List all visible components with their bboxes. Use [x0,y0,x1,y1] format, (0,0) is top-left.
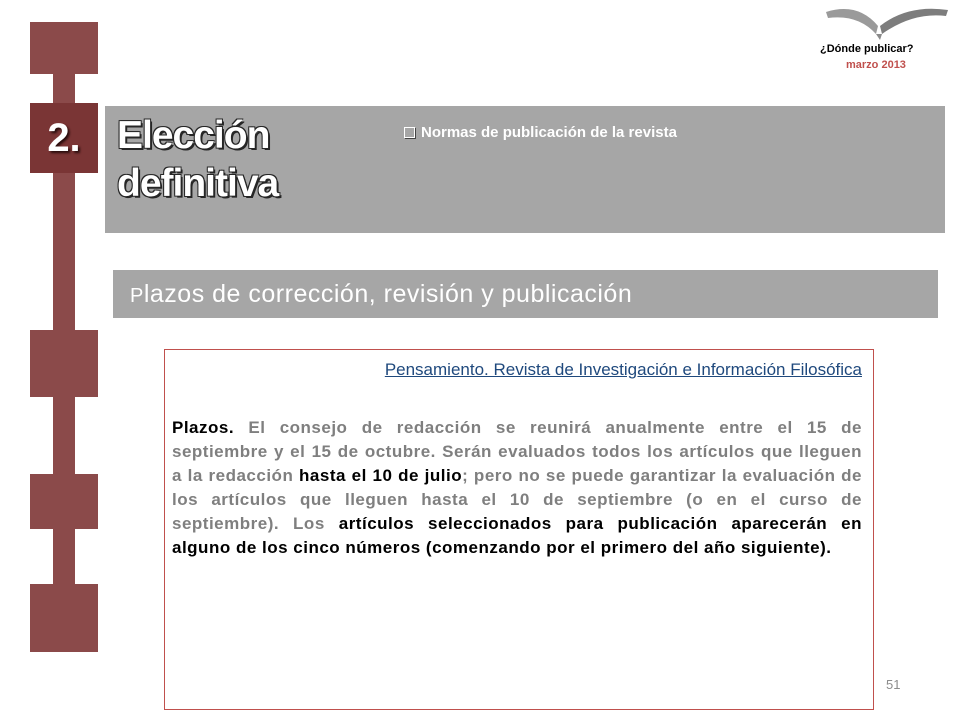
deadlines-text-2: ; pero no se puede garantizar la evaluación de los artículos que lleguen hasta el 10 de septiembre (o en el curso de septiembre). Los [172,466,862,533]
page-number: 51 [886,677,901,692]
section-title-line-2: definitiva [117,162,279,205]
rail-connector-3 [53,397,75,474]
section-title [117,112,278,208]
rail-segment-2 [30,330,98,397]
logo-date: marzo 2013 [846,59,906,71]
logo-question: ¿Dónde publicar? [820,43,914,55]
deadlines-label: Plazos [172,418,229,437]
deadline-date: hasta el 10 de julio [299,466,463,485]
norms-label: Normas de publicación de la revista [421,124,677,141]
deadlines-separator: . [228,418,249,437]
subheading-rest: lazos de corrección, revisión y publicación [143,280,633,308]
checkbox-bullet-icon [404,127,415,138]
deadlines-text-1: El consejo de redacción se reunirá anualmente entre el 15 de septiembre y el 15 de octubre. Serán evaluados todos los artículos que lleguen a la redacción [172,418,862,485]
norms-bullet [404,124,677,141]
rail-connector-1 [53,74,75,103]
deadlines-text-3: artículos seleccionados para publicación aparecerán en alguno de los cinco números (comenzando por el primero del año siguiente). [172,514,862,557]
subheading [130,280,632,309]
section-number: 2. [30,103,98,173]
book-logo-icon [818,4,958,44]
deadlines-paragraph [172,416,862,560]
rail-segment-4 [30,584,98,652]
section-title-line-1: Elección [117,114,270,157]
rail-segment-3 [30,474,98,529]
rail-connector-2 [53,173,75,330]
rail-connector-4 [53,529,75,584]
journal-link[interactable]: Pensamiento. Revista de Investigación e Información Filosófica [384,360,862,379]
rail-segment-1 [30,22,98,74]
subheading-first-letter: P [130,285,144,307]
